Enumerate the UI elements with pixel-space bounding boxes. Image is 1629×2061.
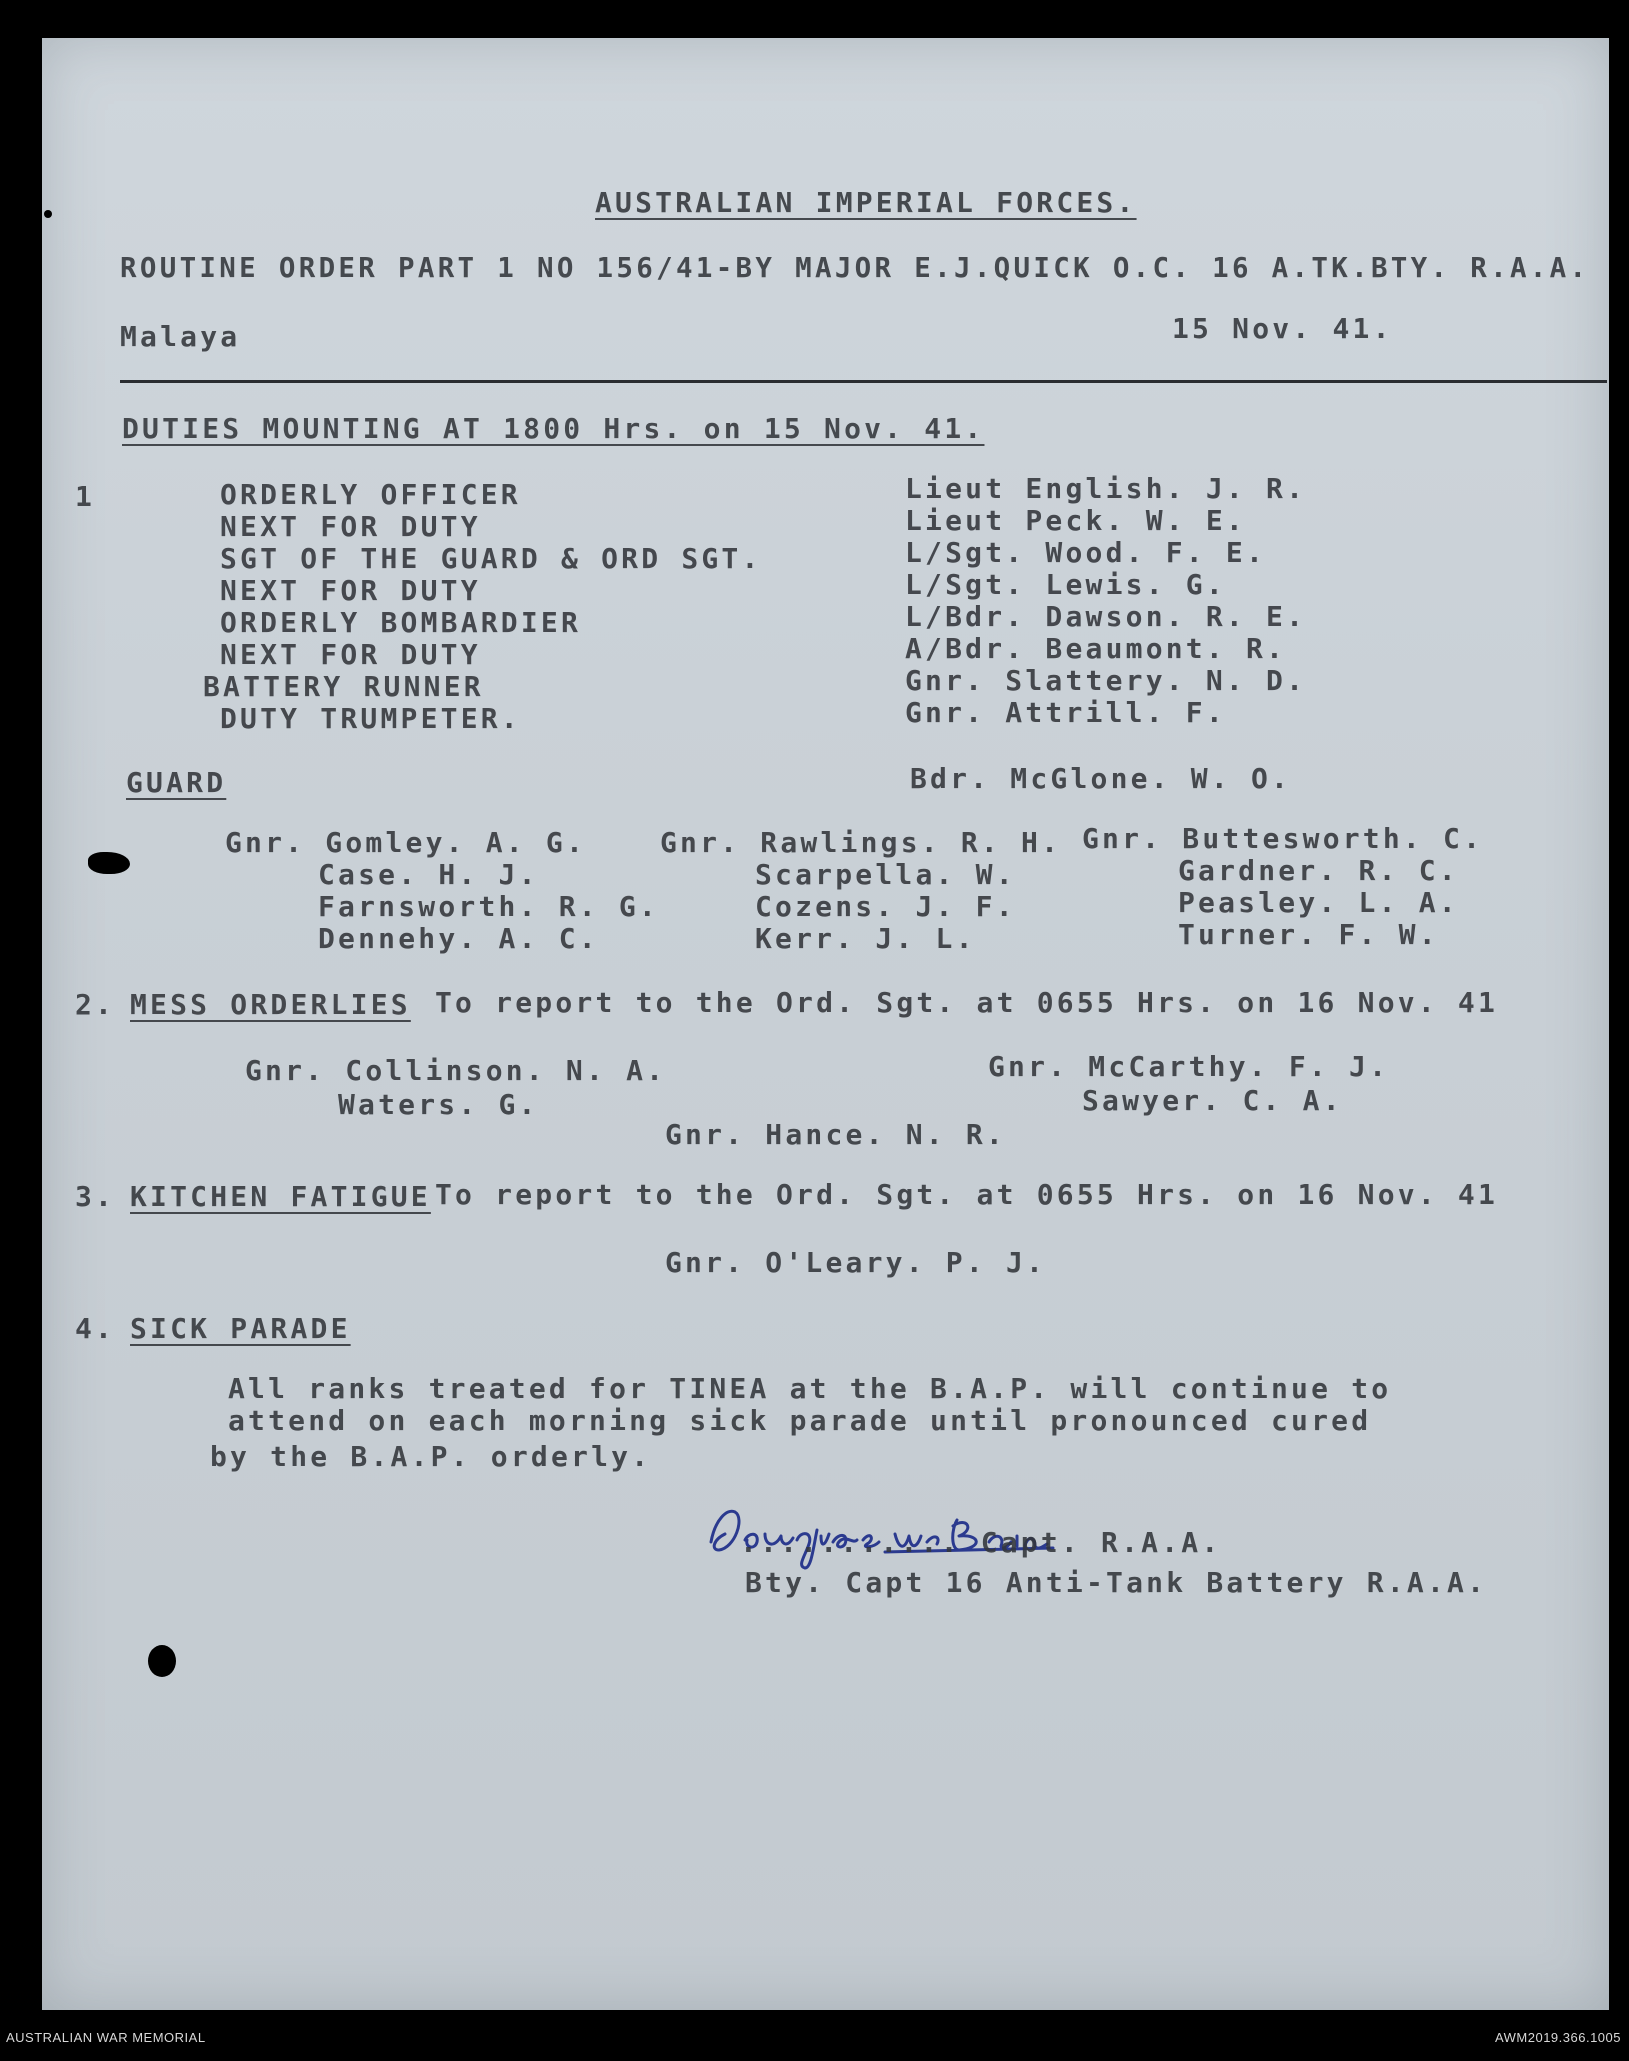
guard-heading: GUARD <box>126 766 227 799</box>
duty-name: Gnr. Attrill. F. <box>905 696 1226 729</box>
duty-role: NEXT FOR DUTY <box>220 574 481 607</box>
document-title: AUSTRALIAN IMPERIAL FORCES. <box>595 186 1137 219</box>
section-number: 2. <box>75 988 116 1021</box>
header-divider <box>120 380 1607 383</box>
duty-name: Lieut Peck. W. E. <box>905 504 1246 537</box>
mess-instruction: To report to the Ord. Sgt. at 0655 Hrs. on 16 Nov. 41 <box>435 986 1499 1019</box>
guard-member: Cozens. J. F. <box>755 890 1016 923</box>
mess-orderly: Gnr. Hance. N. R. <box>665 1118 1006 1151</box>
guard-member: Case. H. J. <box>318 858 539 891</box>
signoff-title-line: Bty. Capt 16 Anti-Tank Battery R.A.A. <box>745 1566 1488 1599</box>
guard-member: Dennehy. A. C. <box>318 922 599 955</box>
kitchen-name: Gnr. O'Leary. P. J. <box>665 1246 1047 1279</box>
duty-role: NEXT FOR DUTY <box>220 510 481 543</box>
duty-name: L/Sgt. Lewis. G. <box>905 568 1226 601</box>
duty-role: ORDERLY BOMBARDIER <box>220 606 582 639</box>
duties-heading: DUTIES MOUNTING AT 1800 Hrs. on 15 Nov. 41. <box>122 412 985 445</box>
section-number: 3. <box>75 1180 116 1213</box>
kitchen-instruction: To report to the Ord. Sgt. at 0655 Hrs. on 16 Nov. 41 <box>435 1178 1499 1211</box>
signoff-rank-line: ........... Capt. R.A.A. <box>740 1526 1222 1559</box>
guard-member: Gnr. Buttesworth. C. <box>1082 822 1484 855</box>
order-date: 15 Nov. 41. <box>1172 312 1393 345</box>
section-number: 4. <box>75 1312 116 1345</box>
duty-role: BATTERY RUNNER <box>203 670 484 703</box>
duty-name: Gnr. Slattery. N. D. <box>905 664 1307 697</box>
guard-member: Scarpella. W. <box>755 858 1016 891</box>
duty-role: NEXT FOR DUTY <box>220 638 481 671</box>
mess-orderly: Gnr. Collinson. N. A. <box>245 1054 667 1087</box>
punch-hole <box>148 1645 176 1677</box>
archive-credit: AUSTRALIAN WAR MEMORIAL <box>6 2030 206 2045</box>
guard-member: Gardner. R. C. <box>1178 854 1459 887</box>
mess-orderly: Waters. G. <box>338 1088 539 1121</box>
guard-member: Gnr. Gomley. A. G. <box>225 826 587 859</box>
duty-role: SGT OF THE GUARD & ORD SGT. <box>220 542 762 575</box>
duty-role: ORDERLY OFFICER <box>220 478 521 511</box>
guard-member: Peasley. L. A. <box>1178 886 1459 919</box>
duties-number: 1 <box>75 480 96 513</box>
guard-member: Turner. F. W. <box>1178 918 1439 951</box>
punch-hole <box>88 852 130 874</box>
guard-member: Farnsworth. R. G. <box>318 890 659 923</box>
duty-name: L/Sgt. Wood. F. E. <box>905 536 1267 569</box>
duty-role: DUTY TRUMPETER. <box>220 702 521 735</box>
place: Malaya <box>120 320 241 353</box>
duty-name: L/Bdr. Dawson. R. E. <box>905 600 1307 633</box>
archive-reference: AWM2019.366.1005 <box>1494 2030 1621 2045</box>
order-line: ROUTINE ORDER PART 1 NO 156/41-BY MAJOR E.J.QUICK O.C. 16 A.TK.BTY. R.A.A. <box>120 252 1590 284</box>
sick-heading: SICK PARADE <box>130 1312 351 1345</box>
sick-text-line: attend on each morning sick parade until pronounced cured <box>228 1404 1372 1437</box>
kitchen-heading: KITCHEN FATIGUE <box>130 1180 431 1213</box>
mess-heading: MESS ORDERLIES <box>130 988 411 1021</box>
mess-orderly: Gnr. McCarthy. F. J. <box>988 1050 1390 1083</box>
sick-text-line: by the B.A.P. orderly. <box>210 1440 652 1473</box>
duty-name: Lieut English. J. R. <box>905 472 1307 505</box>
guard-member: Gnr. Rawlings. R. H. <box>660 826 1062 859</box>
guard-member: Kerr. J. L. <box>755 922 976 955</box>
guard-commander: Bdr. McGlone. W. O. <box>910 762 1292 795</box>
mess-orderly: Sawyer. C. A. <box>1082 1084 1343 1117</box>
punch-hole <box>44 210 52 218</box>
sick-text-line: All ranks treated for TINEA at the B.A.P. will continue to <box>228 1372 1392 1405</box>
duty-name: A/Bdr. Beaumont. R. <box>905 632 1287 665</box>
